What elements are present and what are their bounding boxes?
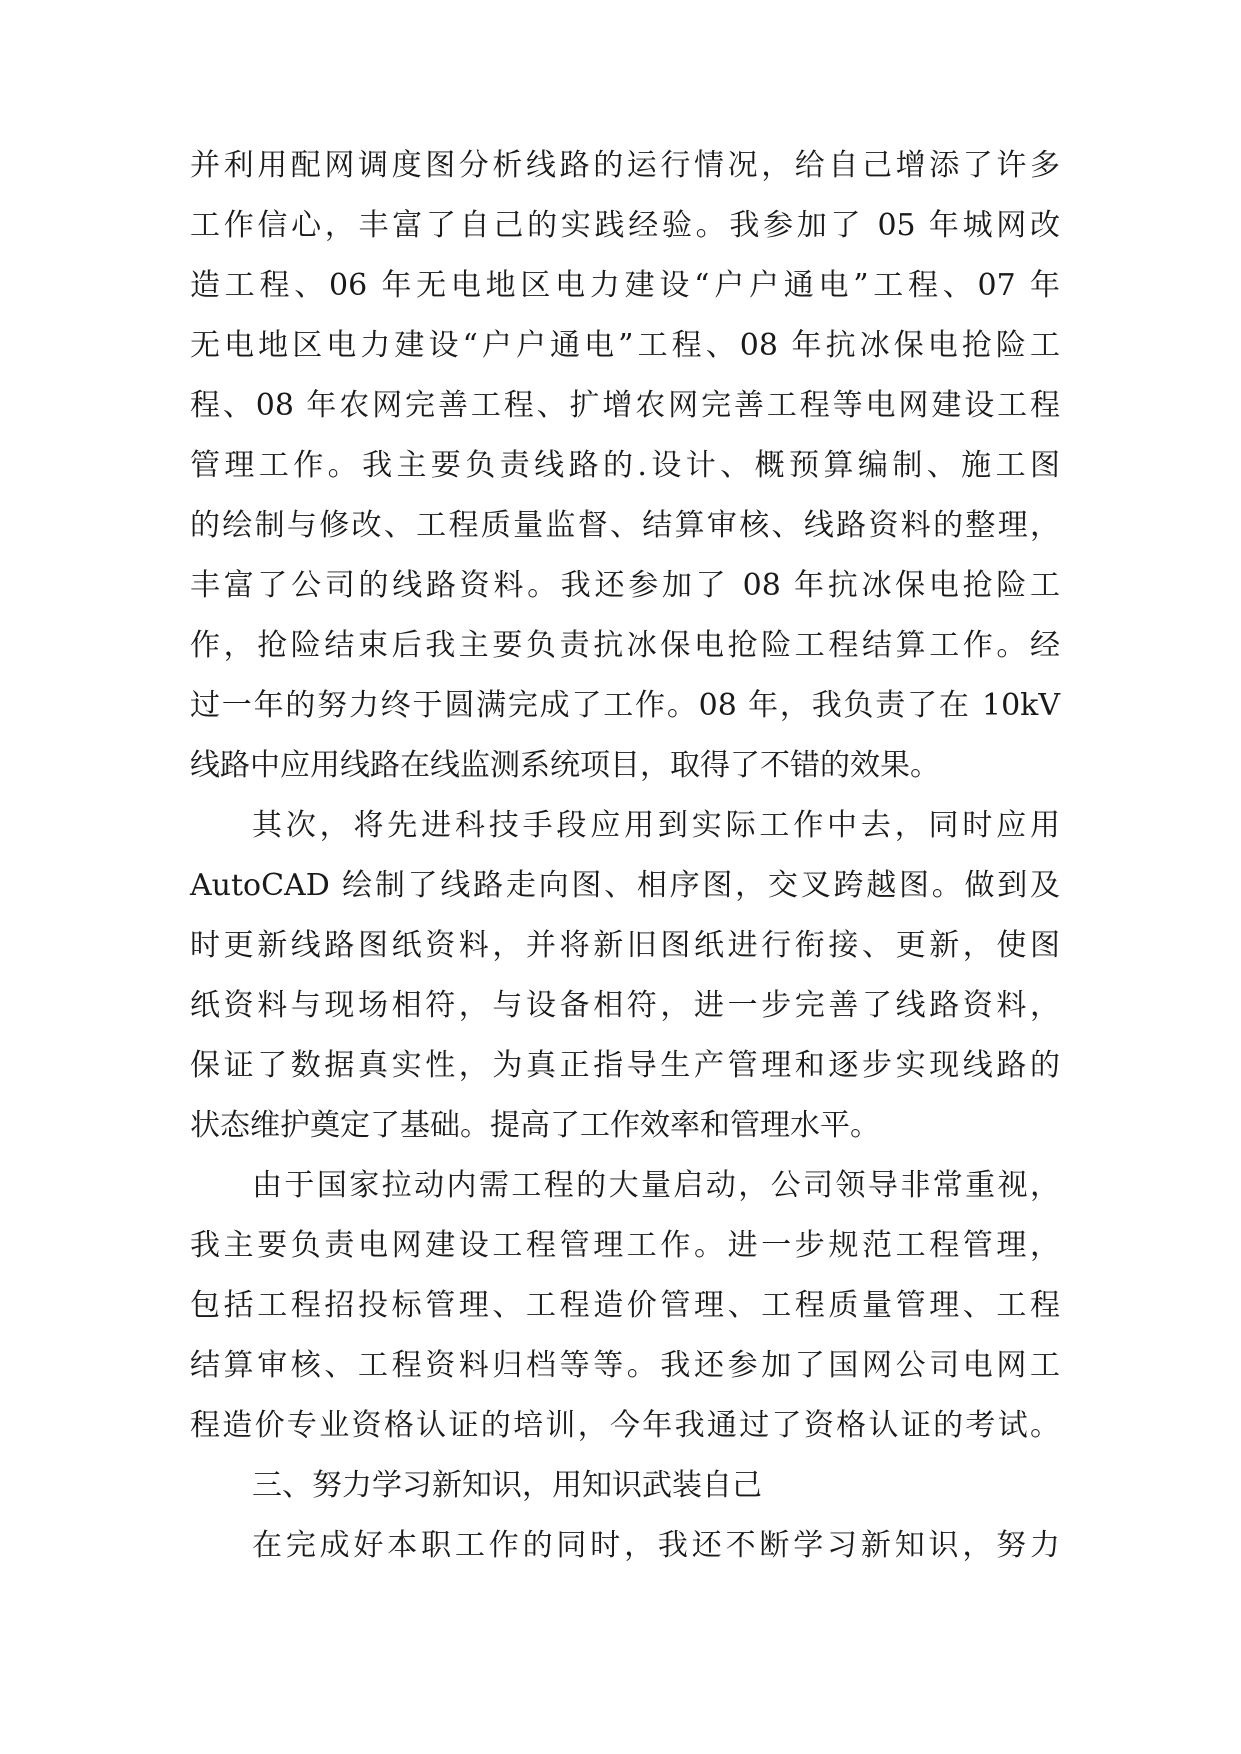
text-line-19: 我主要负责电网建设工程管理工作。进一步规范工程管理， [190,1228,1060,1263]
text-line-20: 包括工程招投标管理、工程造价管理、工程质量管理、工程 [190,1288,1060,1323]
text-line-7: 的绘制与修改、工程质量监督、结算审核、线路资料的整理， [190,508,1060,543]
text-line-10: 过一年的努力终于圆满完成了工作。08 年，我负责了在 10kV [190,688,1060,723]
text-line-16: 保证了数据真实性，为真正指导生产管理和逐步实现线路的 [190,1048,1060,1083]
text-line-9: 作，抢险结束后我主要负责抗冰保电抢险工程结算工作。经 [190,628,1060,663]
text-line-2: 工作信心，丰富了自己的实践经验。我参加了 05 年城网改 [190,208,1060,243]
text-line-6: 管理工作。我主要负责线路的.设计、概预算编制、施工图 [190,448,1060,483]
text-line-8: 丰富了公司的线路资料。我还参加了 08 年抗冰保电抢险工 [190,568,1060,603]
text-line-24: 在完成好本职工作的同时，我还不断学习新知识，努力 [252,1528,1060,1563]
text-line-22: 程造价专业资格认证的培训，今年我通过了资格认证的考试。 [190,1408,1060,1443]
text-line-5: 程、08 年农网完善工程、扩增农网完善工程等电网建设工程 [190,388,1060,423]
text-line-11: 线路中应用线路在线监测系统项目，取得了不错的效果。 [190,748,940,783]
text-line-17: 状态维护奠定了基础。提高了工作效率和管理水平。 [190,1108,880,1143]
text-line-1: 并利用配网调度图分析线路的运行情况，给自己增添了许多 [190,148,1060,183]
text-line-18: 由于国家拉动内需工程的大量启动，公司领导非常重视， [252,1168,1060,1203]
text-line-15: 纸资料与现场相符，与设备相符，进一步完善了线路资料， [190,988,1060,1023]
text-line-3: 造工程、06 年无电地区电力建设“户户通电”工程、07 年 [190,268,1060,303]
section-heading: 三、努力学习新知识，用知识武装自己 [252,1468,762,1503]
text-line-14: 时更新线路图纸资料，并将新旧图纸进行衔接、更新，使图 [190,928,1060,963]
text-line-21: 结算审核、工程资料归档等等。我还参加了国网公司电网工 [190,1348,1060,1383]
text-line-13: AutoCAD 绘制了线路走向图、相序图，交叉跨越图。做到及 [190,868,1060,903]
text-line-12: 其次，将先进科技手段应用到实际工作中去，同时应用 [252,808,1060,843]
text-line-4: 无电地区电力建设“户户通电”工程、08 年抗冰保电抢险工 [190,328,1060,363]
